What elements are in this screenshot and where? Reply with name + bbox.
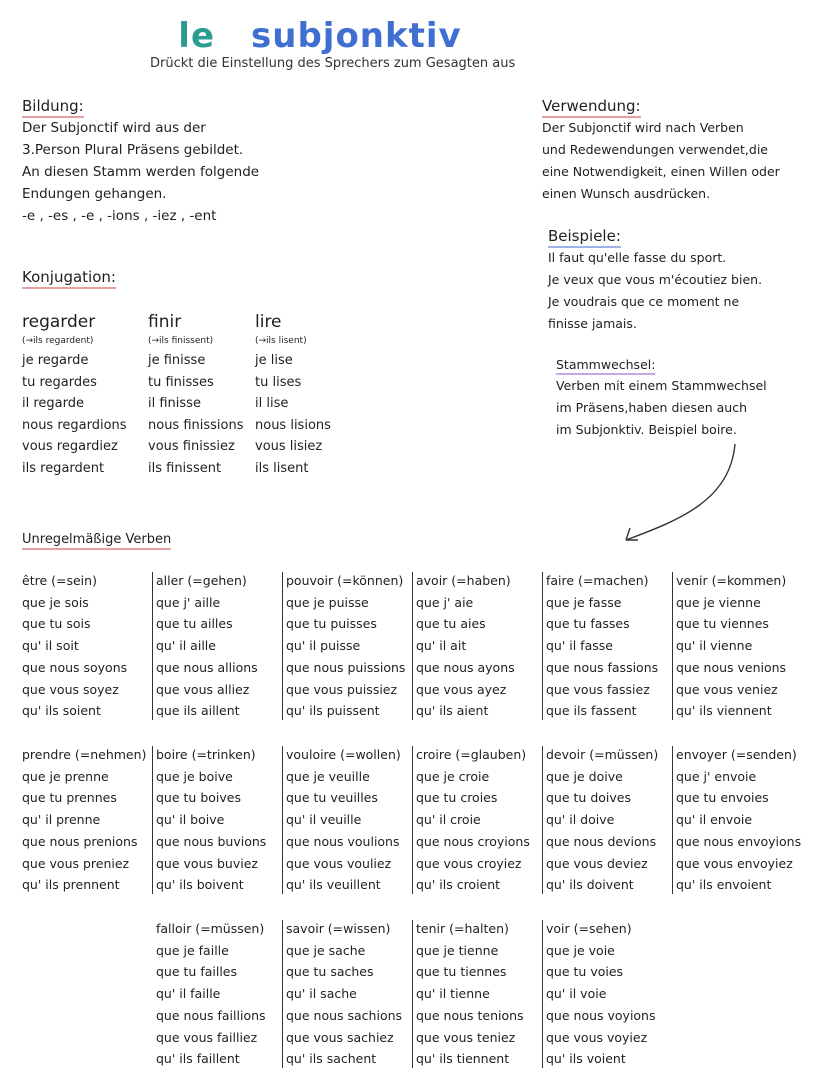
- column-divider: [412, 920, 413, 1068]
- verb-form: que vous teniez: [416, 1029, 516, 1045]
- verb-form: que ils fassent: [546, 703, 637, 719]
- verb-form: que nous ayons: [416, 659, 515, 675]
- verb-form: qu' ils croient: [416, 877, 501, 893]
- verb-heading: devoir (=müssen): [546, 747, 659, 762]
- verb-form: qu' ils doivent: [546, 877, 634, 893]
- conj-note: (→ils finissent): [148, 336, 214, 346]
- verb-form: que nous voulions: [286, 833, 400, 849]
- beispiel-line: Il faut qu'elle fasse du sport.: [548, 250, 727, 265]
- subtitle: Drückt die Einstellung des Sprechers zum Gesagten aus: [150, 56, 516, 71]
- verb-form: que je boive: [156, 768, 233, 784]
- verb-form: qu' ils prennent: [22, 877, 120, 893]
- conj-form: tu regardes: [22, 374, 97, 390]
- verb-form: que nous soyons: [22, 659, 128, 675]
- verb-table-pouvoir: [286, 570, 405, 722]
- verb-form: qu' il croie: [416, 812, 481, 828]
- verwendung-heading: Verwendung:: [542, 97, 641, 118]
- verwendung-line: und Redewendungen verwendet,die: [542, 142, 768, 157]
- column-divider: [542, 920, 543, 1068]
- verwendung-line: Der Subjonctif wird nach Verben: [542, 120, 744, 135]
- verb-table-voir: [546, 918, 656, 1070]
- verb-form: qu' il envoie: [676, 812, 753, 828]
- konjugation-heading: Konjugation:: [22, 268, 116, 289]
- verb-form: que tu aies: [416, 616, 486, 632]
- verb-table-devoir: [546, 744, 658, 896]
- verb-form: qu' il fasse: [546, 638, 613, 654]
- conj-infinitive: lire: [255, 312, 282, 332]
- conj-form: vous finissiez: [148, 439, 235, 454]
- verb-form: que je prenne: [22, 768, 109, 784]
- verb-form: que vous soyez: [22, 681, 119, 697]
- verb-form: qu' ils puissent: [286, 703, 380, 719]
- verb-table-aller: [156, 570, 258, 722]
- verb-form: que tu fasses: [546, 616, 630, 632]
- verb-heading: boire (=trinken): [156, 747, 256, 762]
- verb-heading: envoyer (=senden): [676, 747, 797, 762]
- verb-form: que tu sois: [22, 616, 91, 632]
- verb-form: qu' il aille: [156, 638, 216, 654]
- verb-table-faire: [546, 570, 658, 722]
- verb-heading: falloir (=müssen): [156, 921, 265, 936]
- verb-form: que vous failliez: [156, 1029, 258, 1045]
- verb-form: qu' ils veuillent: [286, 877, 381, 893]
- verb-form: que nous devions: [546, 833, 657, 849]
- unregelmaessig-heading: Unregelmäßige Verben: [22, 532, 171, 550]
- verb-table-tenir: [416, 918, 524, 1070]
- column-divider: [412, 572, 413, 720]
- verb-form: que vous deviez: [546, 855, 648, 871]
- conj-note: (→ils lisent): [255, 336, 307, 346]
- verb-form: que vous puissiez: [286, 681, 398, 697]
- verb-form: que vous buviez: [156, 855, 258, 871]
- verb-form: qu' ils sachent: [286, 1051, 377, 1067]
- verb-form: qu' il sache: [286, 986, 357, 1002]
- verb-form: que vous alliez: [156, 681, 250, 697]
- beispiel-line: Je voudrais que ce moment ne: [548, 294, 740, 309]
- page-title: [0, 16, 640, 56]
- verb-form: que je doive: [546, 768, 623, 784]
- conj-form: tu lises: [255, 374, 302, 390]
- verb-form: que je veuille: [286, 768, 370, 784]
- column-divider: [282, 746, 283, 894]
- beispiel-line: finisse jamais.: [548, 316, 637, 331]
- verb-table-etre: [22, 570, 127, 722]
- bildung-section: [22, 96, 259, 227]
- conj-form: nous regardions: [22, 417, 127, 433]
- verb-heading: aller (=gehen): [156, 573, 247, 588]
- verb-form: que nous buvions: [156, 833, 267, 849]
- verb-table-prendre: [22, 744, 146, 896]
- verb-form: que je fasse: [546, 594, 622, 610]
- verb-table-vouloire: [286, 744, 401, 896]
- verb-form: que tu veuilles: [286, 790, 378, 806]
- verb-form: que nous tenions: [416, 1007, 524, 1023]
- verb-form: qu' il puisse: [286, 638, 361, 654]
- verb-heading: être (=sein): [22, 573, 97, 588]
- verb-table-savoir: [286, 918, 402, 1070]
- verb-form: que vous preniez: [22, 855, 130, 871]
- stammwechsel-line: Verben mit einem Stammwechsel: [556, 378, 767, 393]
- conj-form: tu finisses: [148, 374, 214, 390]
- verb-form: qu' ils voient: [546, 1051, 626, 1067]
- conj-form: je finisse: [148, 353, 206, 368]
- verb-heading: avoir (=haben): [416, 573, 511, 588]
- verb-table-venir: [676, 570, 786, 722]
- verb-form: que je puisse: [286, 594, 369, 610]
- verb-form: que tu envoies: [676, 790, 769, 806]
- verb-heading: croire (=glauben): [416, 747, 527, 762]
- verb-heading: tenir (=halten): [416, 921, 509, 936]
- bildung-endings: -e , -es , -e , -ions , -iez , -ent: [22, 208, 217, 224]
- verb-table-avoir: [416, 570, 515, 722]
- conj-form: je lise: [255, 353, 293, 368]
- conj-form: il lise: [255, 396, 289, 411]
- conj-form: nous lisions: [255, 417, 331, 433]
- conj-infinitive: regarder: [22, 312, 96, 332]
- verwendung-line: einen Wunsch ausdrücken.: [542, 186, 711, 201]
- stammwechsel-heading: Stammwechsel:: [556, 357, 655, 375]
- bildung-heading: Bildung:: [22, 97, 84, 118]
- conj-form: je regarde: [22, 353, 89, 368]
- column-divider: [152, 572, 153, 720]
- verb-form: que vous croyiez: [416, 855, 522, 871]
- verb-form: que j' aie: [416, 594, 474, 610]
- bildung-line: Der Subjonctif wird aus der: [22, 120, 206, 136]
- verb-form: que nous fassions: [546, 659, 659, 675]
- verb-form: que je sois: [22, 594, 89, 610]
- verb-table-croire: [416, 744, 530, 896]
- verb-table-boire: [156, 744, 266, 896]
- verb-form: qu' il prenne: [22, 812, 101, 828]
- unregelmaessig-heading-wrap: [22, 528, 171, 547]
- verb-heading: pouvoir (=können): [286, 573, 404, 588]
- verb-heading: venir (=kommen): [676, 573, 787, 588]
- verb-form: que j' envoie: [676, 768, 757, 784]
- verb-form: que tu voies: [546, 964, 624, 980]
- verb-form: qu' ils tiennent: [416, 1051, 510, 1067]
- verb-form: qu' il vienne: [676, 638, 753, 654]
- verb-form: qu' il faille: [156, 986, 221, 1002]
- beispiele-section: [548, 226, 762, 335]
- verb-form: que je sache: [286, 942, 366, 958]
- konjugation-heading-wrap: [22, 267, 116, 286]
- stammwechsel-line: im Präsens,haben diesen auch: [556, 400, 748, 415]
- column-divider: [412, 746, 413, 894]
- verb-form: que tu failles: [156, 964, 237, 980]
- conj-infinitive: finir: [148, 312, 182, 332]
- column-divider: [282, 920, 283, 1068]
- conj-column-lire: [255, 310, 331, 479]
- verb-form: que je tienne: [416, 942, 499, 958]
- column-divider: [152, 746, 153, 894]
- conj-form: ils lisent: [255, 460, 309, 476]
- verb-form: qu' il veuille: [286, 812, 362, 828]
- conj-note: (→ils regardent): [22, 336, 94, 346]
- verb-form: qu' ils boivent: [156, 877, 244, 893]
- beispiele-heading: Beispiele:: [548, 227, 621, 248]
- verb-form: qu' ils viennent: [676, 703, 772, 719]
- verb-form: que tu boives: [156, 790, 241, 806]
- verb-form: que nous allions: [156, 659, 258, 675]
- verb-form: que nous sachions: [286, 1007, 403, 1023]
- verb-form: que tu puisses: [286, 616, 377, 632]
- arrow-icon: [600, 440, 750, 550]
- verb-form: que tu prennes: [22, 790, 117, 806]
- column-divider: [672, 572, 673, 720]
- verb-heading: vouloire (=wollen): [286, 747, 401, 762]
- verb-form: que ils aillent: [156, 703, 240, 719]
- title-word-le: le: [178, 16, 216, 56]
- conj-form: ils regardent: [22, 460, 105, 476]
- verb-table-falloir: [156, 918, 266, 1070]
- conj-form: nous finissions: [148, 417, 244, 433]
- verb-form: qu' ils envoient: [676, 877, 772, 893]
- verb-form: que tu ailles: [156, 616, 233, 632]
- conj-column-regarder: [22, 310, 127, 479]
- verb-form: que vous voyiez: [546, 1029, 648, 1045]
- conj-form: il finisse: [148, 396, 201, 411]
- verb-form: qu' ils faillent: [156, 1051, 240, 1067]
- verwendung-section: [542, 96, 780, 205]
- conj-column-finir: [148, 310, 244, 479]
- verb-form: qu' il soit: [22, 638, 79, 654]
- column-divider: [542, 746, 543, 894]
- verb-form: que j' aille: [156, 594, 221, 610]
- conj-form: ils finissent: [148, 460, 222, 476]
- verb-heading: voir (=sehen): [546, 921, 632, 936]
- conj-form: vous lisiez: [255, 439, 323, 454]
- column-divider: [672, 746, 673, 894]
- verb-form: qu' il ait: [416, 638, 467, 654]
- stammwechsel-line: im Subjonktiv. Beispiel boire.: [556, 422, 737, 437]
- verb-form: que je voie: [546, 942, 615, 958]
- column-divider: [542, 572, 543, 720]
- verwendung-line: eine Notwendigkeit, einen Willen oder: [542, 164, 780, 179]
- verb-form: que nous faillions: [156, 1007, 266, 1023]
- title-word-subjonktiv: subjonktiv: [251, 16, 462, 56]
- verb-form: que nous venions: [676, 659, 787, 675]
- conj-form: vous regardiez: [22, 439, 118, 454]
- verb-form: qu' il tienne: [416, 986, 490, 1002]
- verb-form: que nous voyions: [546, 1007, 656, 1023]
- verb-form: que je faille: [156, 942, 229, 958]
- verb-form: qu' il voie: [546, 986, 607, 1002]
- verb-form: que tu croies: [416, 790, 498, 806]
- verb-heading: prendre (=nehmen): [22, 747, 147, 762]
- verb-form: que nous envoyions: [676, 833, 802, 849]
- verb-form: que je vienne: [676, 594, 761, 610]
- verb-form: que vous ayez: [416, 681, 507, 697]
- verb-heading: savoir (=wissen): [286, 921, 391, 936]
- column-divider: [282, 572, 283, 720]
- verb-form: que vous fassiez: [546, 681, 650, 697]
- verb-form: que tu tiennes: [416, 964, 507, 980]
- bildung-line: An diesen Stamm werden folgende: [22, 164, 260, 180]
- verb-form: qu' ils soient: [22, 703, 101, 719]
- verb-form: que tu viennes: [676, 616, 769, 632]
- bildung-line: 3.Person Plural Präsens gebildet.: [22, 142, 244, 158]
- verb-form: que tu saches: [286, 964, 374, 980]
- verb-form: qu' ils aient: [416, 703, 489, 719]
- verb-form: que nous croyions: [416, 833, 530, 849]
- conj-form: il regarde: [22, 396, 84, 411]
- verb-form: que vous veniez: [676, 681, 778, 697]
- verb-form: que je croie: [416, 768, 490, 784]
- verb-form: qu' il doive: [546, 812, 615, 828]
- verb-form: que nous prenions: [22, 833, 138, 849]
- verb-form: que tu doives: [546, 790, 631, 806]
- beispiel-line: Je veux que vous m'écoutiez bien.: [548, 272, 763, 287]
- verb-form: que vous sachiez: [286, 1029, 394, 1045]
- bildung-line: Endungen gehangen.: [22, 186, 167, 202]
- verb-form: que nous puissions: [286, 659, 406, 675]
- stammwechsel-section: [556, 354, 767, 441]
- verb-heading: faire (=machen): [546, 573, 649, 588]
- verb-table-envoyer: [676, 744, 801, 896]
- verb-form: qu' il boive: [156, 812, 225, 828]
- verb-form: que vous vouliez: [286, 855, 392, 871]
- verb-form: que vous envoyiez: [676, 855, 793, 871]
